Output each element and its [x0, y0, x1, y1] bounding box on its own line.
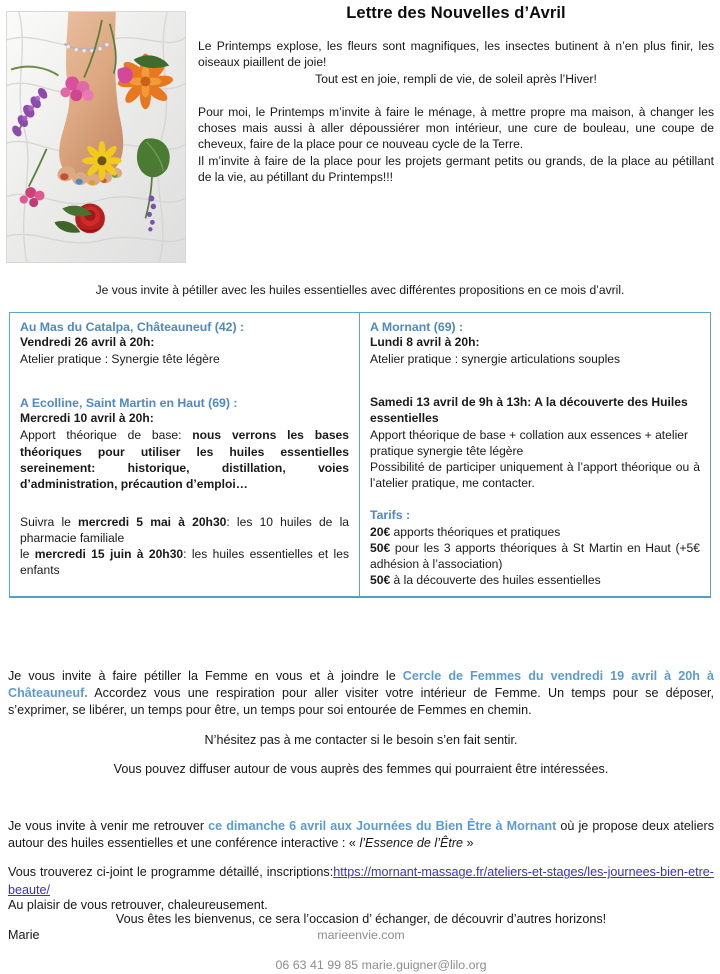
tarif-2-price: 50€	[370, 540, 391, 555]
photo-illustration	[7, 12, 185, 262]
spacer	[370, 491, 700, 507]
journees-paragraph	[8, 818, 714, 852]
block-mas-du-catalpa	[20, 319, 349, 367]
program-lead: Vous trouverez ci-joint le programme détaillé, inscriptions:	[8, 865, 334, 880]
mornant-detail: Atelier pratique : synergie articulations souples	[370, 352, 621, 367]
upcoming-1-date: mercredi 5 mai à 20h30	[78, 514, 227, 529]
block-upcoming-dates	[20, 514, 349, 578]
tarif-line-3	[370, 572, 700, 588]
closing-line: Au plaisir de vous retrouver, chaleureusement.	[8, 897, 268, 912]
intro-paragraph-3: Il m’invite à faire de la place pour les projets germant petits ou grands, de la place au pétillant de la vie, au pétillant du Printemps!!!	[198, 154, 714, 185]
cercle-highlight: Cercle de Femmes du vendredi 19 avril à 20h à Châteauneuf.	[8, 668, 714, 700]
upcoming-2-post: : les huiles essentielles et les enfants	[20, 546, 349, 577]
ecolline-date: Mercredi 10 avril à 20h:	[20, 411, 154, 426]
journees-center-line: Vous êtes les bienvenus, ce sera l’occasion d’ échanger, de découvrir d’autres horizons!	[115, 912, 607, 927]
mornant-heading: A Mornant (69) :	[370, 320, 464, 334]
block-mornant	[370, 319, 700, 367]
samedi-detail-2: Possibilité de participer uniquement à l’apport théorique ou à l’atelier pratique, me contacter.	[370, 460, 700, 491]
signature: Marie	[8, 927, 40, 942]
journees-lead: Je vous invite à venir me retrouver	[8, 818, 209, 833]
upcoming-2-date: mercredi 15 juin à 20h30	[34, 546, 184, 561]
tarif-3-text: à la découverte des huiles essentielles	[390, 572, 601, 587]
intro-paragraph-1-line-1: Le Printemps explose, les fleurs sont magnifiques, les insectes butinent à n’en plus finir, les oiseaux piaillent de joie!	[198, 39, 714, 69]
tarif-2-text: pour les 3 apports théoriques à St Martin en Haut (+5€ adhésion à l’association)	[370, 540, 700, 571]
ecolline-heading: A Ecolline, Saint Martin en Haut (69) :	[20, 396, 238, 411]
page-title: Lettre des Nouvelles d’Avril	[346, 4, 566, 22]
samedi-heading: Samedi 13 avril de 9h à 13h: A la découverte des Huiles essentielles	[370, 395, 688, 426]
cercle-de-femmes-paragraph	[8, 668, 714, 719]
contact-details: 06 63 41 99 85 marie.guigner@lilo.org	[275, 957, 487, 972]
signature-row	[8, 927, 714, 944]
tarifs-heading: Tarifs :	[370, 508, 411, 523]
tarif-line-1	[370, 524, 700, 540]
spacer	[198, 90, 714, 105]
catalpa-heading: Au Mas du Catalpa, Châteauneuf (42) :	[20, 320, 245, 334]
registration-link[interactable]: https://mornant-massage.fr/ateliers-et-stages/les-journees-bien-etre-beaute/	[8, 865, 714, 897]
cercle-center-line-1: N’hésitez pas à me contacter si le besoin s’en fait sentir.	[204, 732, 518, 747]
tarif-1-price: 20€	[370, 524, 391, 539]
invite-line: Je vous invite à pétiller avec les huiles essentielles avec différentes propositions en ce mois d’avril.	[95, 283, 625, 297]
cercle-center-line-2: Vous pouvez diffuser autour de vous auprès des femmes qui pourraient être intéressées.	[113, 762, 609, 777]
upcoming-line-1	[20, 514, 349, 546]
tarif-1-text: apports théoriques et pratiques	[390, 524, 561, 539]
spacer	[8, 791, 714, 805]
ecolline-detail	[20, 427, 349, 491]
header-zone	[0, 0, 720, 272]
journees-rest2: »	[463, 835, 474, 850]
workshops-table	[9, 312, 711, 598]
block-samedi-decouverte	[370, 395, 700, 491]
journees-conference-title: l’Essence de l’Être	[359, 835, 464, 850]
upcoming-1-pre: Suivra le	[20, 514, 79, 529]
website: marieenvie.com	[317, 927, 405, 942]
upcoming-1-post: : les 10 huiles de la pharmacie familiale	[20, 514, 349, 545]
header-text-column	[198, 4, 714, 188]
footer	[8, 884, 714, 974]
tarif-3-price: 50€	[370, 572, 391, 587]
intro-paragraph-2: Pour moi, le Printemps m’invite à faire le ménage, à mettre propre ma maison, à changer les choses mais aussi à aller dépoussiérer mon intérieur, une cure de bouleau, une coupe de cheveux, faire de la place pour ce nouveau cycle de la Terre.	[198, 105, 714, 151]
ecolline-detail-normal: Apport théorique de base:	[20, 428, 193, 443]
spacer	[20, 367, 349, 395]
spacer	[20, 492, 349, 514]
mornant-date: Lundi 8 avril à 20h:	[370, 335, 480, 350]
upcoming-line-2	[20, 546, 349, 578]
intro-paragraph-1-line-2: Tout est en joie, rempli de vie, de soleil après l’Hiver!	[315, 72, 597, 87]
catalpa-date: Vendredi 26 avril à 20h:	[20, 335, 155, 350]
samedi-detail-1: Apport théorique de base + collation aux essences + atelier pratique synergie tête légère	[370, 428, 689, 459]
spacer	[370, 367, 700, 395]
block-ecolline	[20, 395, 349, 491]
cercle-lead: Je vous invite à faire pétiller la Femme en vous et à joindre le	[8, 668, 403, 683]
block-tarifs	[370, 507, 700, 588]
catalpa-detail: Atelier pratique : Synergie tête légère	[20, 352, 220, 367]
table-column-right	[360, 313, 710, 596]
ecolline-detail-bold: nous verrons les bases théoriques pour utiliser les huiles essentielles sereinement: historique, distillation, voies d’administration, précaution d’emploi…	[20, 428, 349, 491]
cercle-rest: Accordez vous une respiration pour aller visiter votre intérieur de Femme. Un temps pour se déposer, s’exprimer, se libérer, un temps pour être, un temps pour soi entourée de Femmes en chemin.	[8, 685, 714, 717]
journees-rest: où je propose deux ateliers autour des huiles essentielles et une conférence interactive : «	[8, 818, 714, 850]
foot-with-flowers-photo	[6, 11, 186, 263]
upcoming-2-pre: le	[20, 546, 35, 561]
journees-highlight: ce dimanche 6 avril aux Journées du Bien Être à Mornant	[208, 818, 557, 833]
table-column-left	[10, 313, 360, 596]
tarif-line-2	[370, 540, 700, 572]
